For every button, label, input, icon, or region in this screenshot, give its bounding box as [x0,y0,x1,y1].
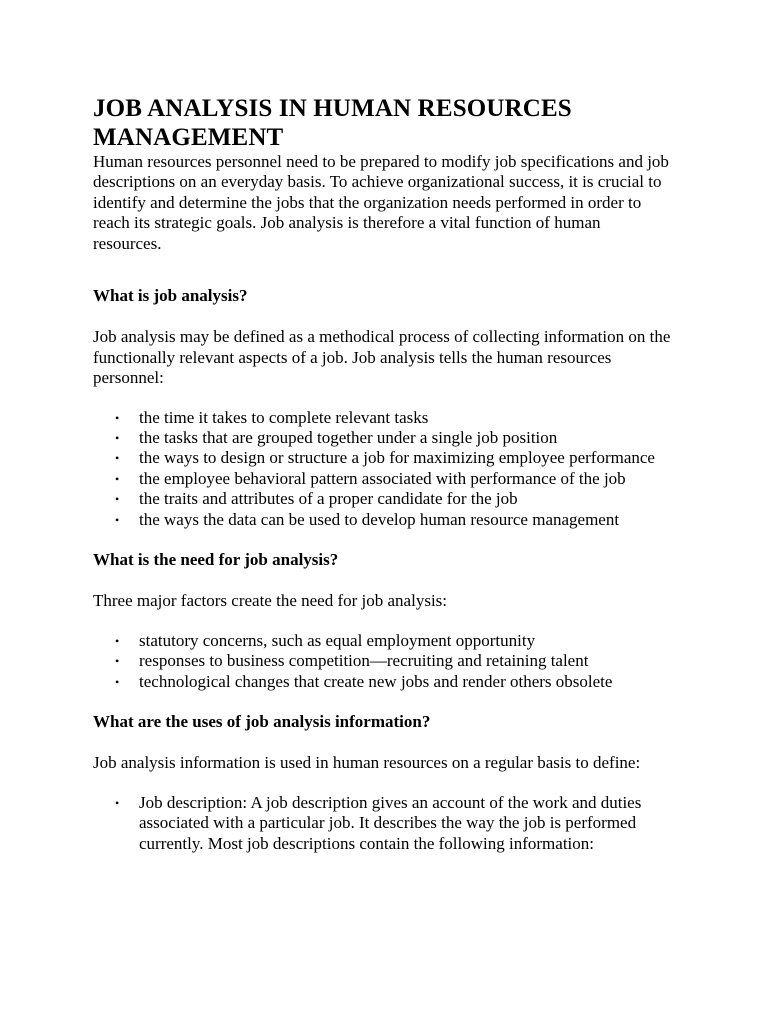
list-major-factors [93,631,673,692]
list-item-text: the employee behavioral pattern associated with performance of the job [139,468,626,488]
section-heading-what-is-job-analysis: What is job analysis? [93,286,248,306]
list-item-text: technological changes that create new jobs and render others obsolete [139,671,613,691]
bullet-icon: • [115,795,120,810]
bullet-icon: • [115,492,120,507]
list-uses [93,793,673,854]
list-item-text: the ways to design or structure a job for maximizing employee performance [139,448,655,468]
list-item [115,792,673,854]
section-heading-uses-of-job-analysis: What are the uses of job analysis information? [93,712,431,732]
bullet-icon: • [115,512,120,527]
section-body-need-for-job-analysis: Three major factors create the need for job analysis: [93,590,448,610]
list-item [115,448,673,468]
bullet-icon: • [115,654,120,669]
bullet-icon: • [115,471,120,486]
list-item-text: the ways the data can be used to develop human resource management [139,509,620,529]
bullet-icon: • [115,451,120,466]
list-item [115,428,673,448]
bullet-icon: • [115,431,120,446]
list-item-text: the tasks that are grouped together under a single job position [139,428,558,448]
list-job-analysis-tells [93,408,673,530]
document-page [93,94,673,854]
list-item [115,651,673,671]
list-item-text: statutory concerns, such as equal employment opportunity [139,630,536,650]
section-heading-need-for-job-analysis: What is the need for job analysis? [93,550,339,570]
list-item [115,509,673,530]
bullet-icon: • [115,410,120,425]
section-body-what-is-job-analysis: Job analysis may be defined as a methodical process of collecting information on the functionally relevant aspects of a job. Job analysis tells the human resources personnel: [93,327,671,388]
list-item-text: the traits and attributes of a proper candidate for the job [139,489,518,509]
section-body-uses-of-job-analysis: Job analysis information is used in human resources on a regular basis to define: [93,752,641,772]
bullet-icon: • [115,633,120,648]
list-item [115,407,673,428]
intro-paragraph: Human resources personnel need to be prepared to modify job specifications and job descriptions on an everyday basis. To achieve organizational success, it is crucial to identify and determine the jobs that the organization needs performed in order to reach its strategic goals. Job analysis is therefore a vital function of human resources. [93,152,669,253]
list-item-text: Job description: A job description gives an account of the work and duties associated with a particular job. It describes the way the job is performed currently. Most job descriptions contain the following information: [139,792,642,853]
bullet-icon: • [115,674,120,689]
list-item [115,468,673,489]
list-item [115,671,673,692]
list-item-text: the time it takes to complete relevant tasks [139,407,429,427]
document-title: JOB ANALYSIS IN HUMAN RESOURCES MANAGEMENT [93,95,572,151]
list-item [115,630,673,651]
list-item-text: responses to business competition—recruiting and retaining talent [139,651,589,671]
list-item [115,489,673,509]
